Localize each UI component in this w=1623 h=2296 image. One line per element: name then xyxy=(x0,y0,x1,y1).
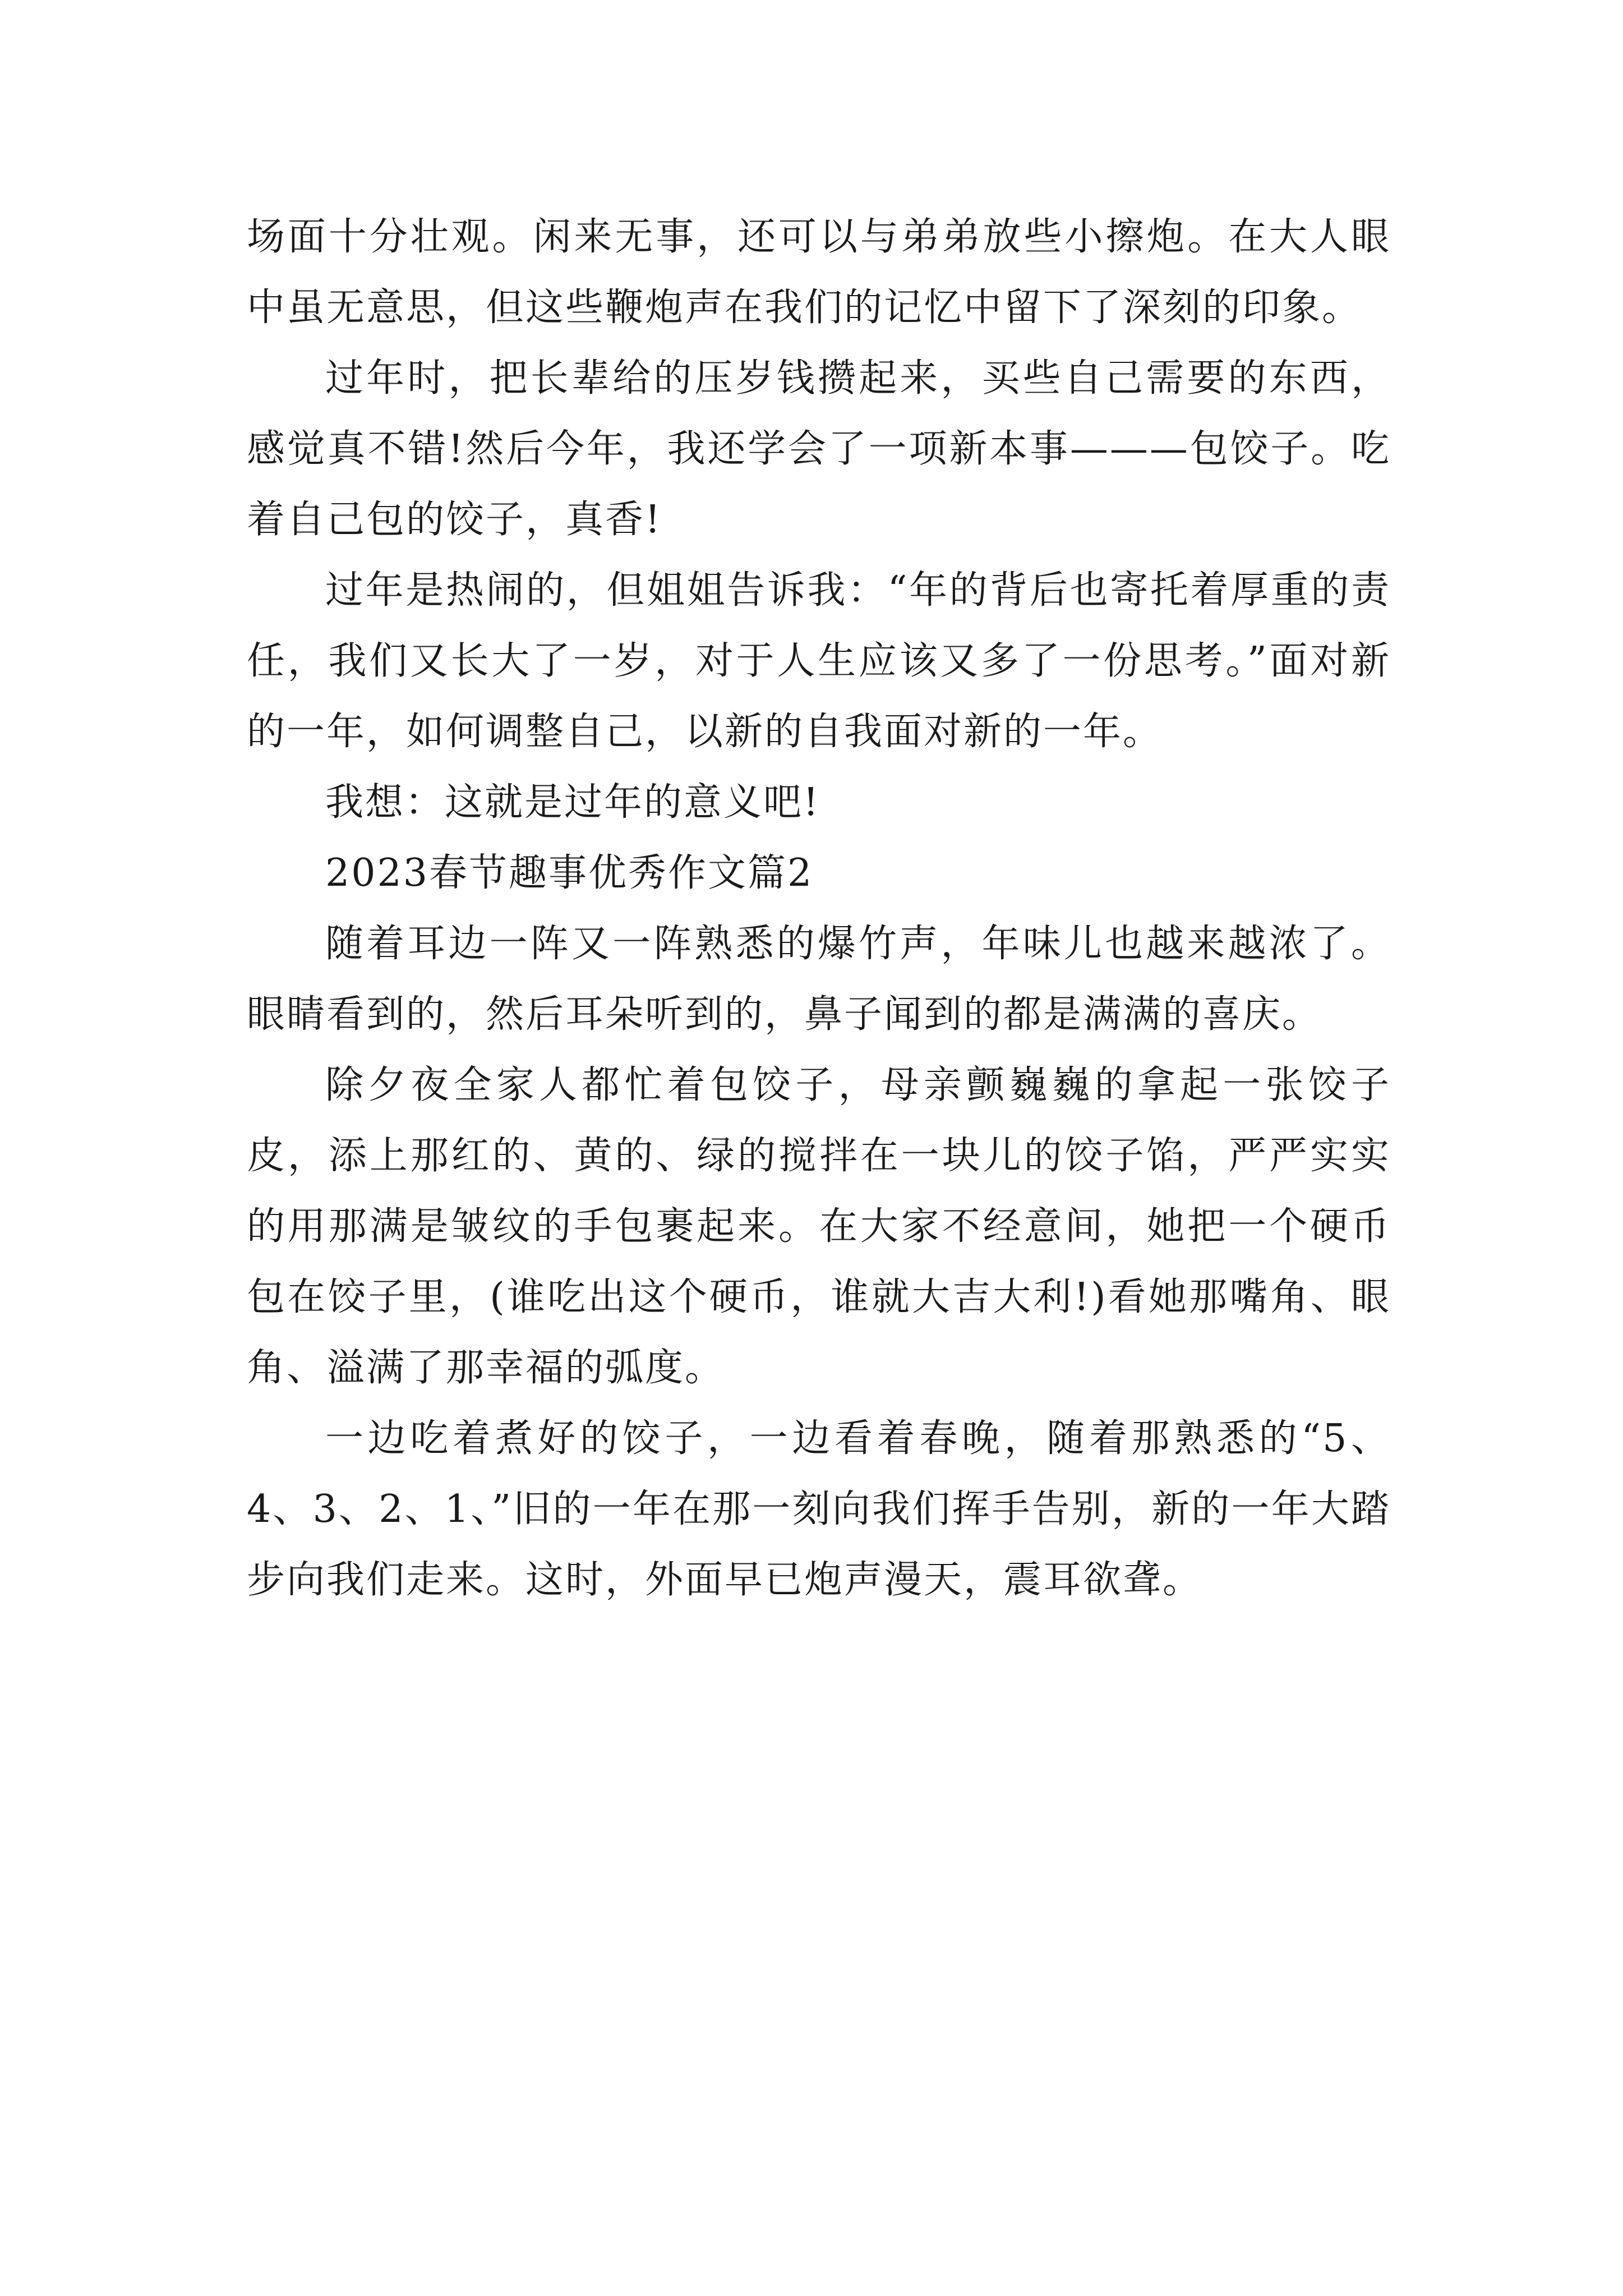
paragraph-meaning: 我想：这就是过年的意义吧! xyxy=(325,780,820,825)
paragraph-dumplings: 除夕夜全家人都忙着包饺子，母亲颤巍巍的拿起一张饺子皮，添上那红的、黄的、绿的搅拌在一块儿的饺子馅，严严实实的用那满是皱纹的手包裹起来。在大家不经意间，她把一个硬币包在饺子里，(谁吃出这个硬币，谁就大吉大利!)看她那嘴角、眼角、溢满了那幸福的弧度。 xyxy=(247,1063,1391,1390)
paragraph-lucky-money: 过年时，把长辈给的压岁钱攒起来，买些自己需要的东西，感觉真不错!然后今年，我还学会了一项新本事———包饺子。吃着自己包的饺子，真香! xyxy=(247,356,1391,542)
paragraph-sister-advice: 过年是热闹的，但姐姐告诉我：“年的背后也寄托着厚重的责任，我们又长大了一岁，对于人生应该又多了一份思考。”面对新的一年，如何调整自己，以新的自我面对新的一年。 xyxy=(247,568,1391,754)
document-body xyxy=(247,202,1391,1616)
essay-heading: 2023春节趣事优秀作文篇2 xyxy=(325,851,814,895)
paragraph-spring-gala: 一边吃着煮好的饺子，一边看着春晚，随着那熟悉的“5、4、3、2、1、”旧的一年在那一刻向我们挥手告别，新的一年大踏步向我们走来。这时，外面早已炮声漫天，震耳欲聋。 xyxy=(247,1416,1391,1602)
paragraph-firecrackers: 随着耳边一阵又一阵熟悉的爆竹声，年味儿也越来越浓了。眼睛看到的，然后耳朵听到的，鼻子闻到的都是满满的喜庆。 xyxy=(247,922,1391,1037)
paragraph-continued: 场面十分壮观。闲来无事，还可以与弟弟放些小擦炮。在大人眼中虽无意思，但这些鞭炮声在我们的记忆中留下了深刻的印象。 xyxy=(247,215,1391,330)
